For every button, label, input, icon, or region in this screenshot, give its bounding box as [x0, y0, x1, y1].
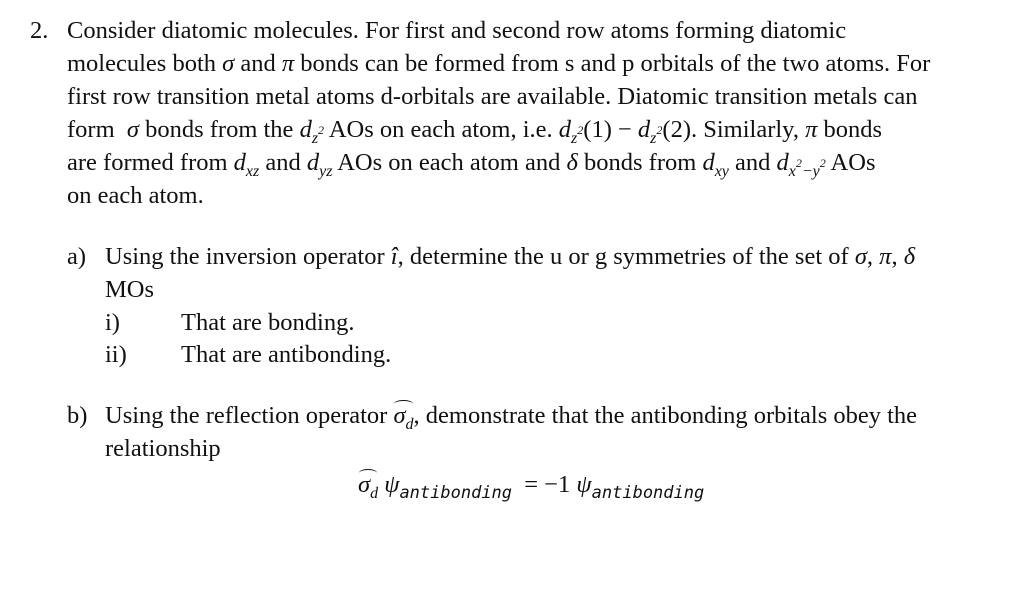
paragraph-line-5: are formed from $d_{xz}$ and $d_{yz}$ AOs on each atom and δ bonds from $d_{xy}$ and $d_{x^2-y^2}$ AOs	[67, 149, 876, 180]
part-a-label: a)	[67, 243, 87, 270]
paragraph-line-4: form σ bonds from the $d_{z^2}$ AOs on each atom, i.e. $d_{z^2}(1) - d_{z^2}(2)$. Similarly, π bonds	[67, 116, 883, 147]
sub-item-text: That are bonding.	[181, 309, 355, 336]
reflection-equation: $\sigma_d$ $\psi_{antibonding} = -1$ $\psi_{antibonding}$	[358, 468, 704, 501]
part-b-line-2: relationship	[105, 435, 221, 462]
part-b-line-1: Using the reflection operator $\sigma_d$, demonstrate that the antibonding orbitals obey the	[105, 399, 985, 432]
part-b-label: b)	[67, 402, 88, 429]
part-b-text	[105, 399, 985, 465]
sub-item-numeral: ii)	[105, 341, 127, 368]
sub-item-numeral: i)	[105, 309, 120, 336]
question-number: 2.	[30, 17, 49, 44]
part-a-line-1: Using the inversion operator î, determine the u or g symmetries of the set of σ, π, δ	[105, 243, 916, 270]
paragraph-line-1: Consider diatomic molecules. For first and second row atoms forming diatomic	[67, 17, 847, 44]
part-a-line-2: MOs	[105, 276, 155, 303]
question-paragraph	[67, 14, 972, 212]
paragraph-line-3: first row transition metal atoms d-orbitals are available. Diatomic transition metals can	[67, 83, 918, 110]
part-a-text	[105, 240, 985, 306]
sub-item-text: That are antibonding.	[181, 341, 392, 368]
paragraph-line-2: molecules both σ and π bonds can be formed from s and p orbitals of the two atoms. For	[67, 50, 931, 77]
paragraph-line-6: on each atom.	[67, 182, 204, 209]
